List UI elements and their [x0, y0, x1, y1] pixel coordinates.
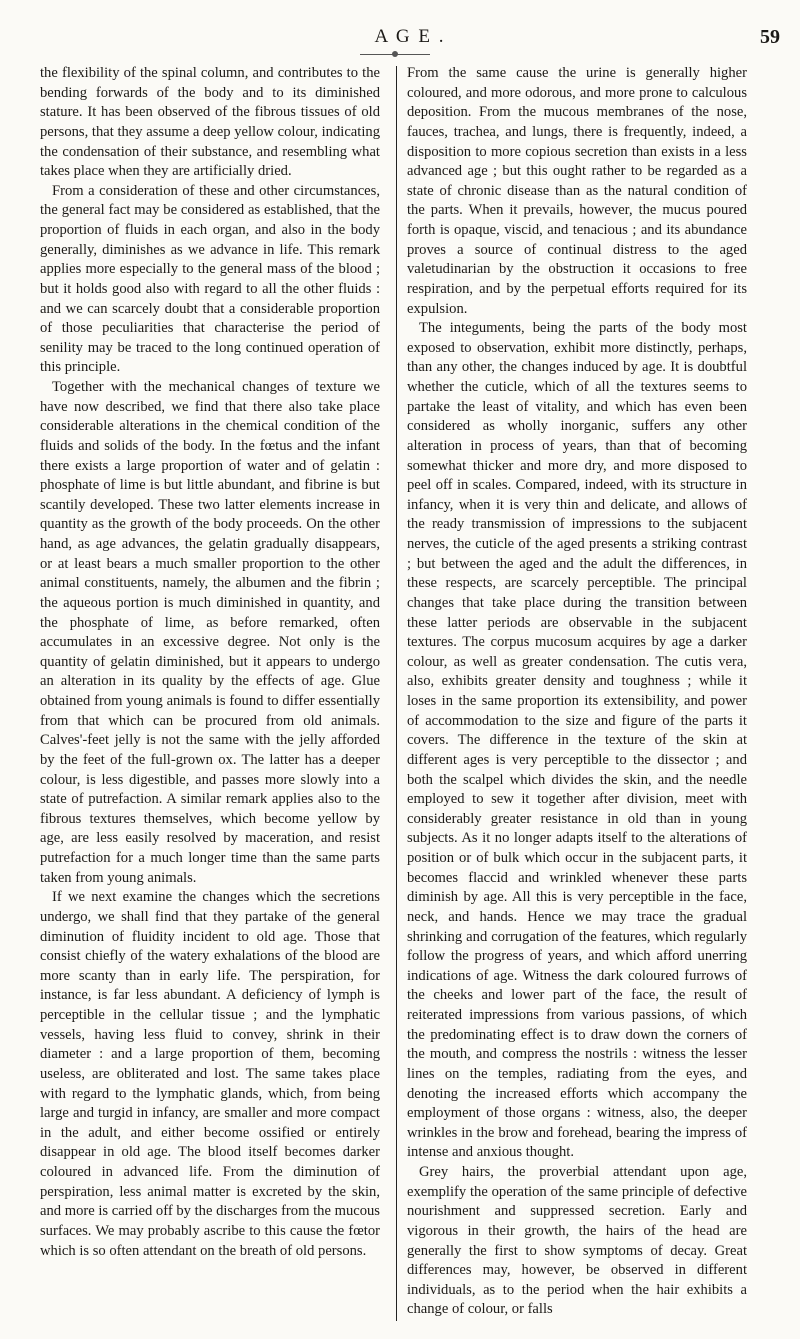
column-divider	[396, 66, 397, 1321]
paragraph: Together with the mechanical changes of texture we have now described, we find that there also take place considerable alterations in the chemical condition of the fluids and solids of the body. In the fœtus and the infant there exists a large proportion of water and of gelatin : phosphate of lime is but little abundant, and fibrine is but scantily developed. These two latter elements increase in quantity as the growth of the body proceeds. On the other hand, as age advances, the gelatin gradually disappears, or at least bears a much smaller proportion to the other animal constituents, namely, the albumen and the fibrin ; the aqueous portion is much diminished in quantity, and the phosphate of lime, as before remarked, often accumulates in an excessive degree. Not only is the quantity of gelatin diminished, but it appears to undergo an alteration in its quality by the effects of age. Glue obtained from young animals is found to differ essentially from that which can be procured from old animals. Calves'-feet jelly is not the same with the jelly afforded by the feet of the full-grown ox. The latter has a deeper colour, is less digestible, and passes more slowly into a state of putrefaction. A similar remark applies also to the fibrous textures themselves, which become yellow by age, are less easily resolved by maceration, and resist putrefaction for a much longer time than the same parts taken from young animals.	[40, 379, 380, 886]
header-ornament	[360, 51, 430, 57]
paragraph: the flexibility of the spinal column, and contributes to the bending forwards of the body and to its diminished stature. It has been observed of the fibrous tissues of old persons, that they assume a deep yellow colour, indicating the condensation of their substance, and resembling what takes place when they are artificially dried.	[40, 65, 380, 180]
paragraph: From the same cause the urine is generally higher coloured, and more odorous, and more prone to calculous deposition. From the mucous membranes of the nose, fauces, trachea, and lungs, there is frequently, indeed, a disposition to more copious secretion than exists in a less advanced age ; but this ought rather to be regarded as a state of chronic disease than as the natural condition of the parts. When it prevails, however, the mucus poured forth is opaque, viscid, and tenacious ; and its abundance proves a source of continual distress to the aged valetudinarian by the obstruction it occasions to free respiration, and by the perpetual efforts required for its expulsion.	[407, 65, 747, 317]
paragraph: The integuments, being the parts of the body most exposed to observation, exhibit more distinctly, perhaps, than any other, the changes induced by age. It is doubtful whether the cuticle, which of all the textures seems to partake the least of vitality, and which has even been considered as wholly inorganic, suffers any other alteration in process of years, than that of becoming somewhat thicker and more dry, and more disposed to peel off in scales. Compared, indeed, with its structure in infancy, when it is very thin and delicate, and allows of the ready transmission of impressions to the subjacent nerves, the cuticle of the aged presents a striking contrast ; but between the aged and the adult the differences, in these respects, are scarcely perceptible. The principal changes that take place during the transition between these latter periods are observable in the subjacent textures. The corpus mucosum acquires by age a darker colour, as well as greater condensation. The cutis vera, also, exhibits greater density and toughness ; while it loses in the same proportion its extensibility, and power of accommodation to the size and figure of the parts it covers. The difference in the texture of the skin at different ages is very perceptible to the dissector ; and both the scalpel which divides the skin, and the needle employed to sew it together after division, meet with considerably greater resistance in old than in young subjects. As it no longer adapts itself to the alterations of position or of bulk which occur in the subjacent parts, it becomes flaccid and wrinkled whenever these parts diminish by age. All this is very perceptible in the face, neck, and hands. Hence we may trace the gradual shrinking and corrugation of the features, which regularly follow the progress of years, and which afford unerring indications of age. Witness the dark coloured furrows of the cheeks and lower part of the face, the result of reiterated impressions from various passions, of which the predominating effect is to draw down the corners of the mouth, and compress the nostrils : witness the lesser lines on the temples, radiating from the eyes, and denoting the increased efforts which accompany the employment of those organs : witness, also, the deeper wrinkles in the brow and forehead, bearing the impress of intense and anxious thought.	[407, 320, 747, 1161]
page-number: 59	[760, 26, 780, 48]
left-column	[40, 64, 380, 1329]
paragraph: Grey hairs, the proverbial attendant upon age, exemplify the operation of the same principle of defective nourishment and suppressed secretion. Early and vigorous in their growth, the hairs of the head are generally the first to show symptoms of decay. Great differences may, however, be observed in different individuals, as to the period when the hair exhibits a change of colour, or falls	[407, 1164, 747, 1318]
page-header	[40, 26, 780, 52]
running-title: A G E .	[374, 26, 446, 47]
paragraph: From a consideration of these and other circumstances, the general fact may be considered as established, that the proportion of fluids in each organ, and also in the body generally, diminishes as we advance in life. This remark applies more especially to the general mass of the blood ; but it holds good also with regard to all the other fluids : and we can scarcely doubt that a considerable proportion of those peculiarities that characterise the period of senility may be traced to the long continued operation of this principle.	[40, 182, 380, 376]
paragraph: If we next examine the changes which the secretions undergo, we shall find that they partake of the general diminution of fluidity incident to old age. Those that consist chiefly of the watery exhalations of the blood are more scanty than in early life. The perspiration, for instance, is far less abundant. A deficiency of lymph is perceptible in the cellular tissue ; and the lymphatic vessels, having less fluid to convey, shrink in their diameter : and a large proportion of them, becoming useless, are obliterated and lost. The same takes place with regard to the lymphatic glands, which, from being large and turgid in infancy, are smaller and more compact in the adult, and either become ossified or entirely disappear in old age. The blood itself becomes darker coloured in advanced life. From the diminution of perspiration, less animal matter is excreted by the skin, and more is carried off by the discharges from the mucous surfaces. We may probably ascribe to this cause the fœtor which is so often attendant on the breath of old persons.	[40, 889, 380, 1259]
right-column	[407, 64, 747, 1329]
